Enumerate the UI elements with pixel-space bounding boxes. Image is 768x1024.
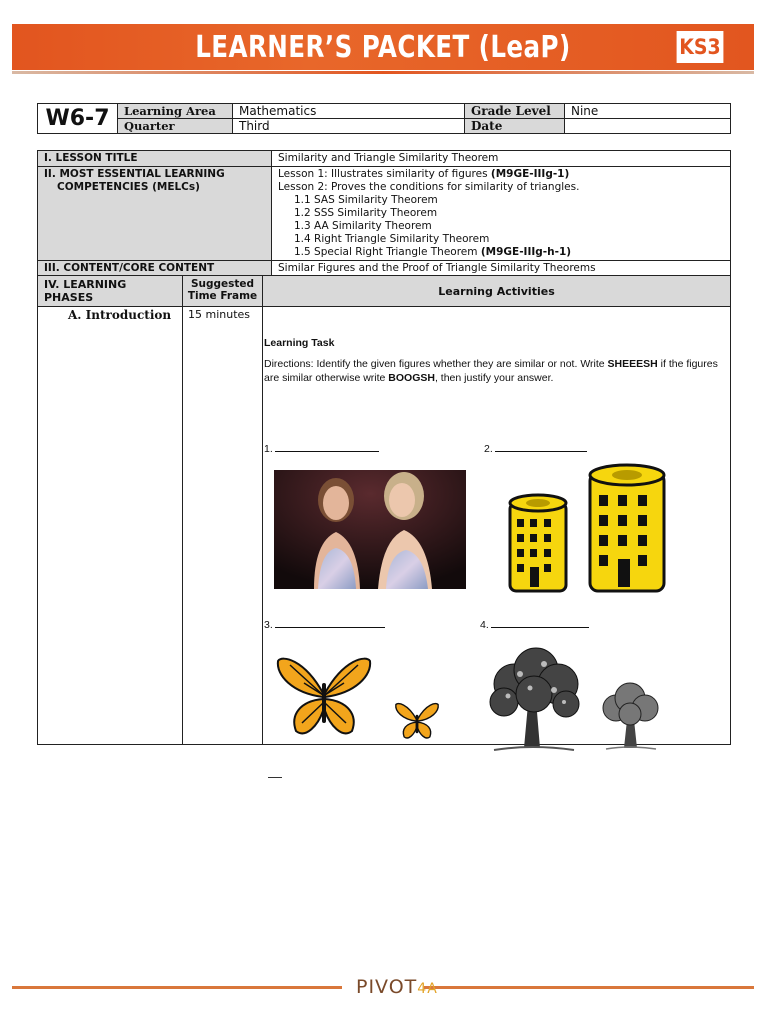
time-frame-header-line2: Time Frame: [187, 290, 258, 302]
pivot-logo: [356, 976, 438, 998]
answer-line: [495, 443, 587, 452]
learning-area-value: Mathematics: [233, 104, 465, 119]
grade-level-value: Nine: [565, 104, 731, 119]
content-value: Similar Figures and the Proof of Triangle Similarity Theorems: [272, 261, 731, 277]
competency-item: [278, 246, 724, 259]
time-frame-header: [183, 276, 263, 307]
answer-line: [275, 443, 379, 452]
quarter-value: Third: [233, 119, 465, 134]
header-rule: [12, 71, 754, 74]
pivot-logo-text: PIVOT: [356, 976, 418, 998]
lesson1-code: (M9GE-IIIg-1): [490, 168, 570, 180]
learning-phases-table: [37, 275, 731, 745]
answer-line: [275, 619, 385, 628]
introduction-time: 15 minutes: [183, 307, 263, 745]
learning-area-label: Learning Area: [118, 104, 233, 119]
header-banner: [12, 24, 754, 70]
competency-item-text: 1.5 Special Right Triangle Theorem: [294, 246, 481, 258]
answer-blank-2[interactable]: [484, 443, 587, 455]
lesson-table: [37, 150, 731, 277]
answer-line: [491, 619, 589, 628]
introduction-label: A. Introduction: [38, 307, 183, 745]
pivot-logo-accent: 4A: [417, 981, 438, 997]
figure-3-butterflies: [274, 653, 448, 745]
item-number: 4.: [480, 619, 489, 631]
melc-label: [38, 167, 272, 261]
answer-blank-1[interactable]: [264, 443, 379, 455]
footer-rule-right: [424, 986, 754, 989]
info-table: [37, 103, 731, 134]
answer-blank-4[interactable]: [480, 619, 589, 631]
time-frame-header-line1: Suggested: [190, 278, 255, 290]
lesson-title-label: I. LESSON TITLE: [38, 151, 272, 167]
item-number: 1.: [264, 443, 273, 455]
figure-2-buildings: [504, 463, 670, 595]
figure-1-photo: [274, 470, 466, 589]
footer-rule-left: [12, 986, 342, 989]
week-label: W6-7: [38, 104, 118, 134]
learning-task-title: Learning Task: [264, 337, 335, 349]
melc-label-line1: II. MOST ESSENTIAL LEARNING: [44, 168, 225, 180]
key-stage-badge: KS3: [677, 31, 724, 63]
item-number: 3.: [264, 619, 273, 631]
learning-activity-cell: [263, 307, 731, 745]
directions-text: if the figures are similar otherwise write: [264, 358, 718, 384]
lesson2-line: Lesson 2: Proves the conditions for similarity of triangles.: [278, 181, 580, 193]
competency-item: 1.3 AA Similarity Theorem: [294, 220, 432, 232]
competency-item-code: (M9GE-IIIg-h-1): [480, 246, 572, 258]
competency-item: 1.2 SSS Similarity Theorem: [294, 207, 438, 219]
phases-header-line1: IV. LEARNING: [44, 278, 127, 291]
task-directions: [264, 357, 724, 385]
content-label: III. CONTENT/CORE CONTENT: [38, 261, 272, 277]
melc-label-line2: COMPETENCIES (MELCs): [57, 181, 200, 193]
lesson1-text: Lesson 1: Illustrates similarity of figures: [278, 168, 491, 180]
stray-dash: [268, 777, 282, 778]
melc-content: [272, 167, 731, 261]
item-number: 2.: [484, 443, 493, 455]
date-field[interactable]: [565, 119, 731, 134]
lesson1-line: [278, 168, 724, 181]
grade-level-label: Grade Level: [465, 104, 565, 119]
date-label: Date: [465, 119, 565, 134]
directions-not-similar-word: BOOGSH: [388, 372, 435, 384]
phases-header: [38, 276, 183, 307]
competency-item: 1.1 SAS Similarity Theorem: [294, 194, 438, 206]
phases-header-line2: PHASES: [44, 291, 94, 304]
lesson-title-value: Similarity and Triangle Similarity Theorem: [272, 151, 731, 167]
directions-text: Directions: Identify the given figures whether they are similar or not. Write: [264, 358, 608, 370]
directions-similar-word: SHEEESH: [607, 358, 658, 370]
answer-blank-3[interactable]: [264, 619, 385, 631]
directions-text: , then justify your answer.: [434, 372, 554, 384]
figure-4-trees: [484, 644, 664, 752]
competency-item: 1.4 Right Triangle Similarity Theorem: [294, 233, 490, 245]
learning-activities-header: Learning Activities: [263, 276, 731, 307]
packet-title: LEARNER’S PACKET (LeaP): [195, 29, 571, 65]
quarter-label: Quarter: [118, 119, 233, 134]
